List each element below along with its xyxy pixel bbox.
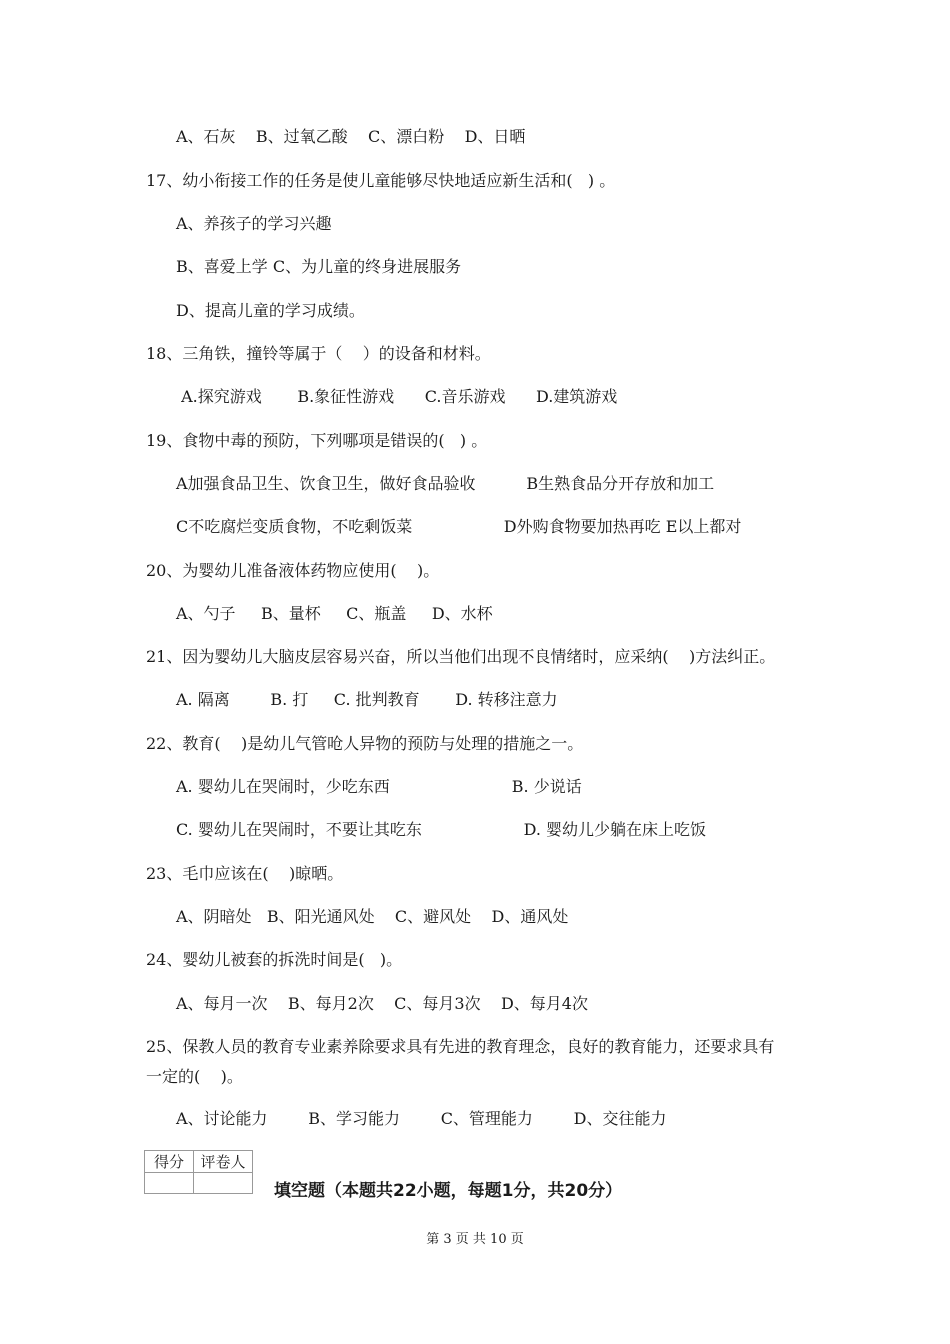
reviewer-cell bbox=[194, 1173, 253, 1194]
option-line: C. 婴幼儿在哭闹时，不要让其吃东 D. 婴幼儿少躺在床上吃饭 bbox=[176, 820, 706, 839]
question-line: 20、为婴幼儿准备液体药物应使用( )。 bbox=[146, 561, 440, 580]
option-line: A、勺子 B、量杯 C、瓶盖 D、水杯 bbox=[176, 604, 493, 623]
reviewer-label: 评卷人 bbox=[194, 1151, 253, 1173]
question-line: 一定的( )。 bbox=[146, 1067, 243, 1086]
option-line: A、每月一次 B、每月2次 C、每月3次 D、每月4次 bbox=[176, 994, 588, 1013]
option-line: C不吃腐烂变质食物，不吃剩饭菜 D外购食物要加热再吃 E以上都对 bbox=[176, 517, 742, 536]
option-line: A、养孩子的学习兴趣 bbox=[176, 214, 332, 233]
question-line: 22、教育( )是幼儿气管呛人异物的预防与处理的措施之一。 bbox=[146, 734, 584, 753]
option-line: D、提高儿童的学习成绩。 bbox=[176, 301, 365, 320]
option-line: A、石灰 B、过氧乙酸 C、漂白粉 D、日晒 bbox=[176, 127, 526, 146]
question-line: 25、保教人员的教育专业素养除要求具有先进的教育理念，良好的教育能力，还要求具有 bbox=[146, 1037, 775, 1056]
option-line: A. 婴幼儿在哭闹时，少吃东西 B. 少说话 bbox=[176, 777, 582, 796]
option-line: A、阴暗处 B、阳光通风处 C、避风处 D、通风处 bbox=[176, 907, 569, 926]
score-cell bbox=[145, 1173, 194, 1194]
section-title: 填空题（本题共22小题，每题1分，共20分） bbox=[274, 1181, 623, 1201]
option-line: A、讨论能力 B、学习能力 C、管理能力 D、交往能力 bbox=[176, 1109, 667, 1128]
question-line: 23、毛巾应该在( )晾晒。 bbox=[146, 864, 344, 883]
question-line: 24、婴幼儿被套的拆洗时间是( )。 bbox=[146, 950, 403, 969]
question-line: 18、三角铁，撞铃等属于（ ）的设备和材料。 bbox=[146, 344, 491, 363]
question-line: 19、食物中毒的预防，下列哪项是错误的( ) 。 bbox=[146, 431, 488, 450]
option-line: A. 隔离 B. 打 C. 批判教育 D. 转移注意力 bbox=[176, 690, 558, 709]
option-line: A.探究游戏 B.象征性游戏 C.音乐游戏 D.建筑游戏 bbox=[176, 387, 618, 406]
score-table bbox=[144, 1150, 253, 1194]
score-label: 得分 bbox=[145, 1151, 194, 1173]
option-line: A加强食品卫生、饮食卫生，做好食品验收 B生熟食品分开存放和加工 bbox=[176, 474, 715, 493]
option-line: B、喜爱上学 C、为儿童的终身进展服务 bbox=[176, 257, 462, 276]
page-footer: 第 3 页 共 10 页 bbox=[426, 1232, 524, 1247]
question-line: 17、幼小衔接工作的任务是使儿童能够尽快地适应新生活和( ) 。 bbox=[146, 171, 616, 190]
question-line: 21、因为婴幼儿大脑皮层容易兴奋，所以当他们出现不良情绪时，应采纳( )方法纠正。 bbox=[146, 647, 776, 666]
